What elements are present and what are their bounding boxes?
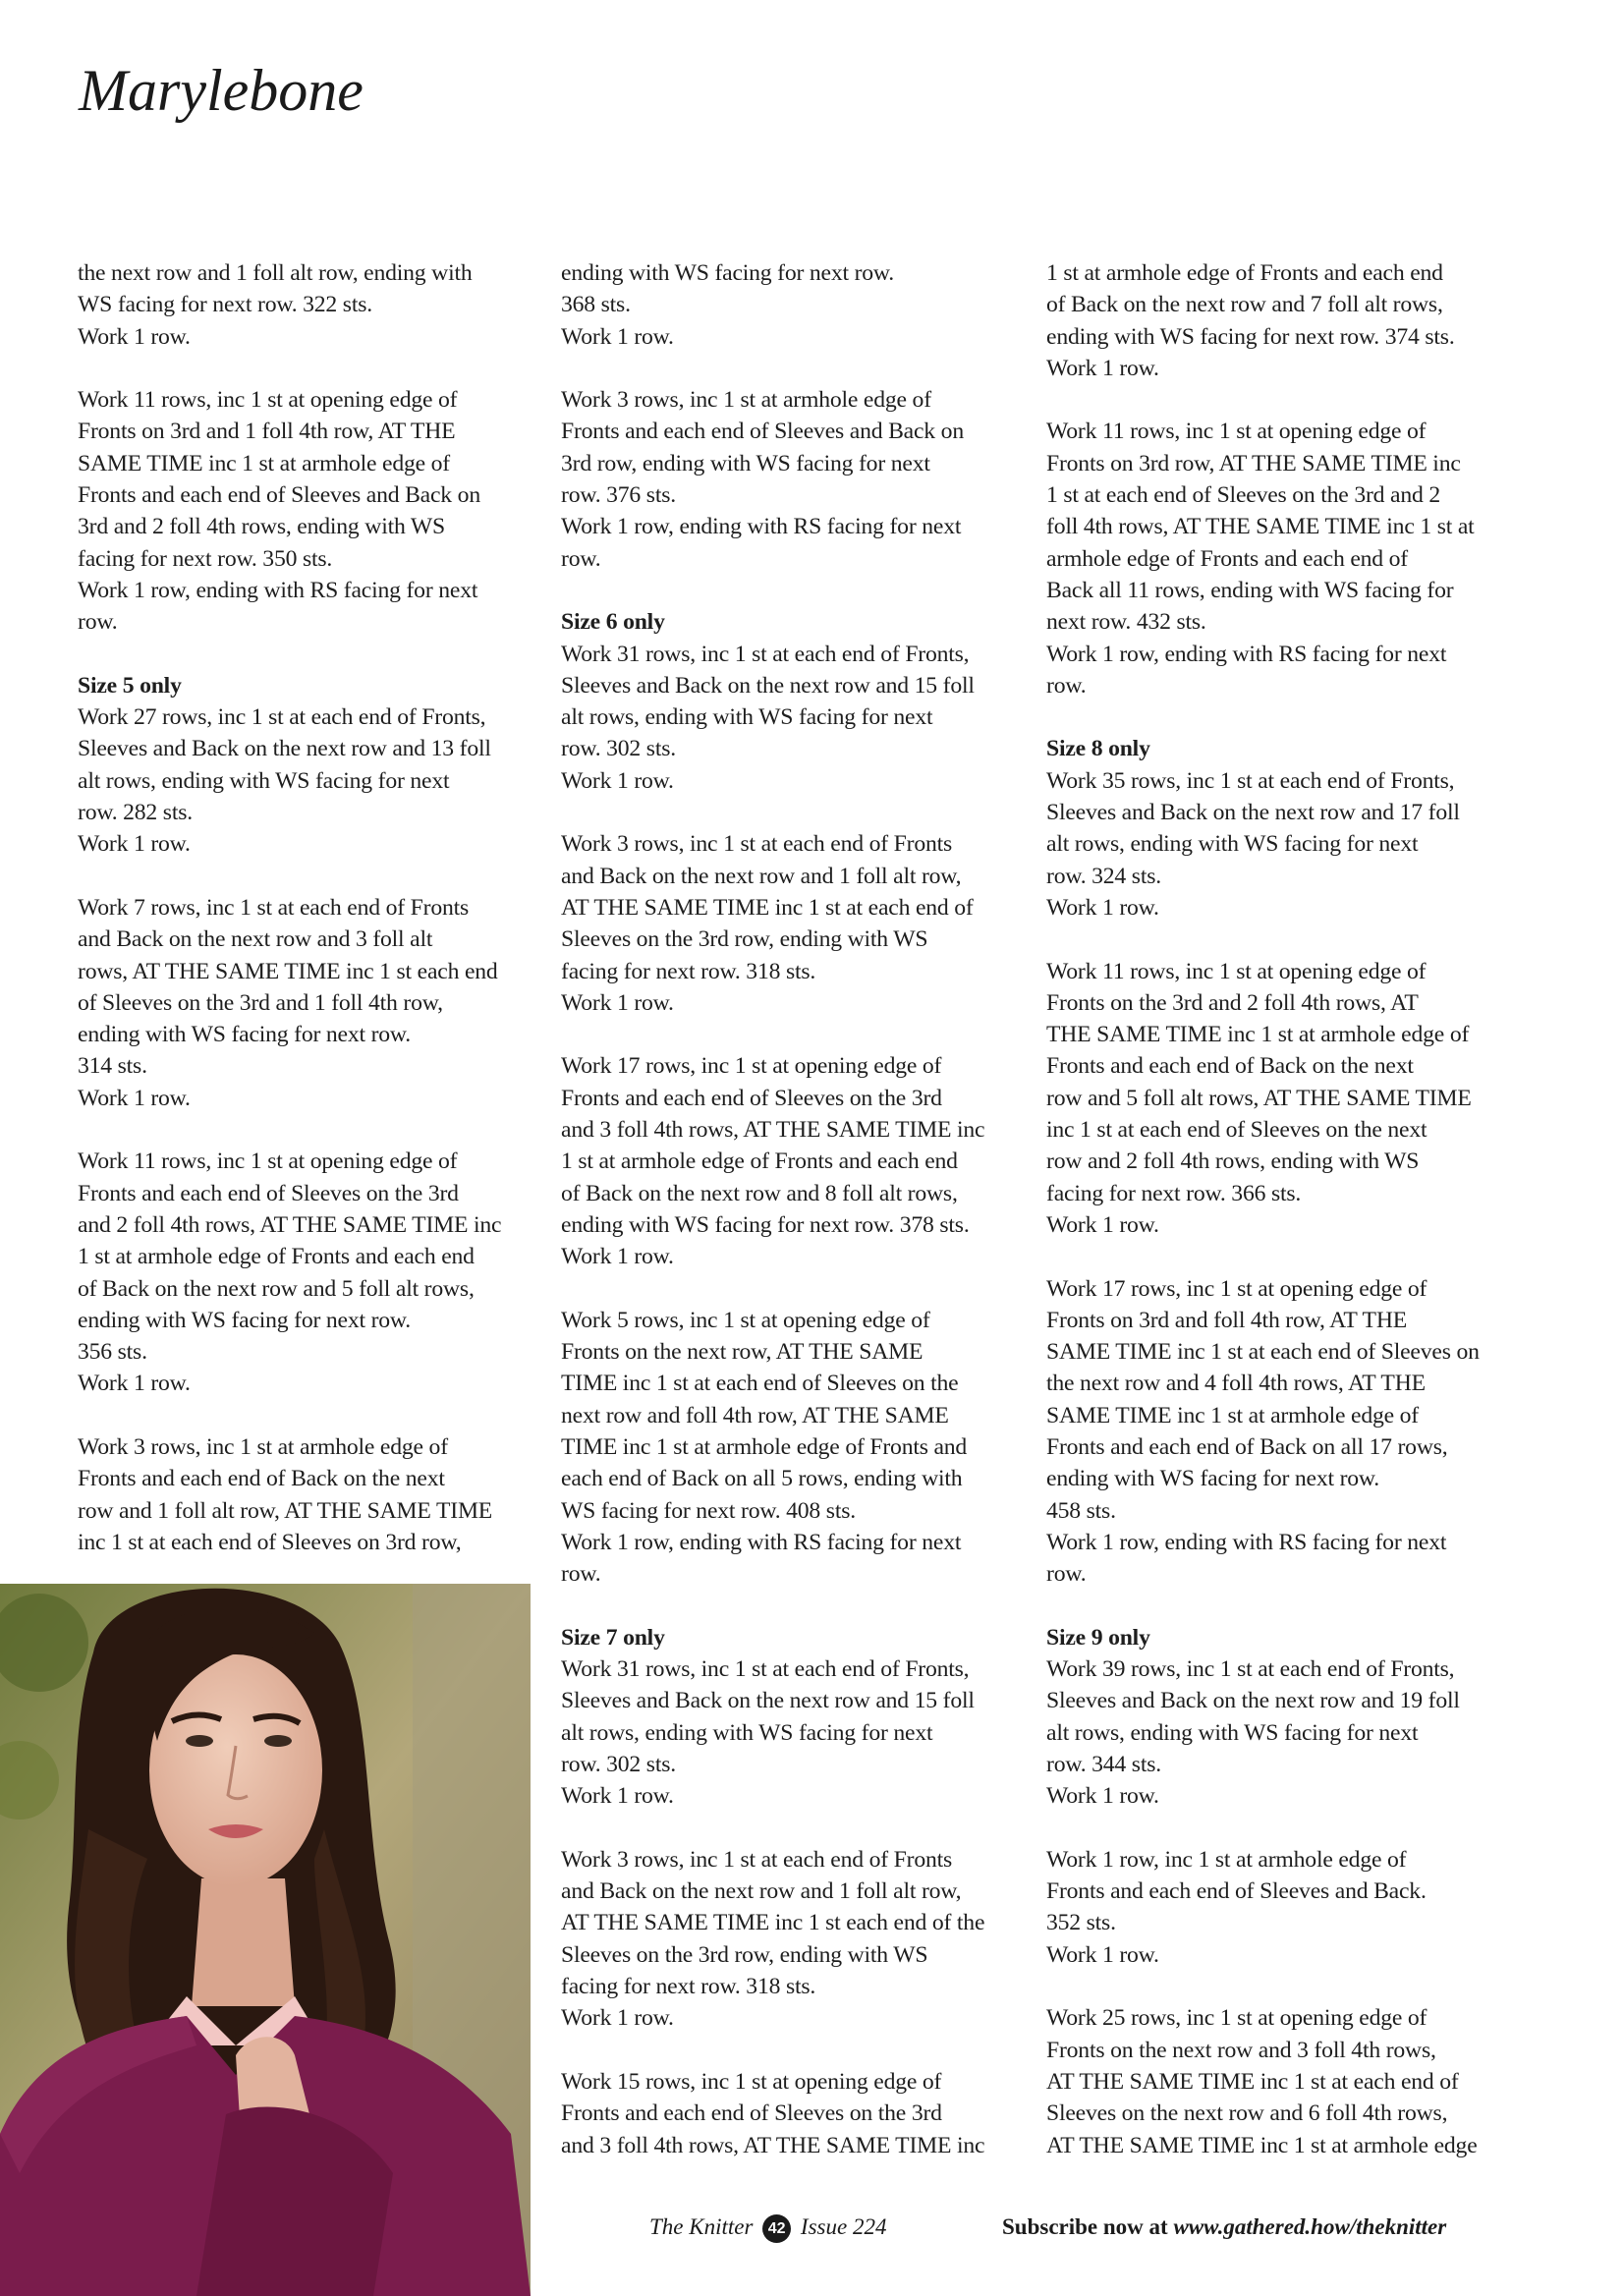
text-line: Work 3 rows, inc 1 st at armhole edge of [78,1433,448,1460]
text-line: row. [561,545,601,572]
text-line: AT THE SAME TIME inc 1 st each end of the [561,1910,985,1936]
subscribe-label: Subscribe now at [1002,2214,1168,2239]
text-line: Fronts and each end of Sleeves and Back on [561,419,964,445]
instruction-paragraph [78,1431,539,1558]
text-line: Work 11 rows, inc 1 st at opening edge of [1046,958,1427,984]
instruction-paragraph [1046,416,1508,701]
text-line: Work 1 row. [1046,894,1159,921]
instruction-paragraph [1046,257,1508,384]
text-line: Work 25 rows, inc 1 st at opening edge of [1046,2005,1427,2032]
text-line: alt rows, ending with WS facing for next [78,767,450,794]
text-line: Work 39 rows, inc 1 st at each end of Fronts, [1046,1656,1455,1683]
text-line: Work 1 row, ending with RS facing for next [561,514,962,540]
text-line: Work 1 row, ending with RS facing for next [561,1529,962,1555]
text-line: Work 3 rows, inc 1 st at each end of Fronts [561,831,953,858]
text-line: Work 5 rows, inc 1 st at opening edge of [561,1307,930,1333]
text-line: row and 5 foll alt rows, AT THE SAME TIME [1046,1085,1472,1111]
text-line: the next row and 1 foll alt row, ending with [78,260,473,286]
text-line: 314 sts. [78,1053,147,1080]
text-line: Work 1 row. [1046,1941,1159,1968]
text-line: Work 1 row. [78,323,191,350]
text-line: inc 1 st at each end of Sleeves on 3rd row, [78,1529,462,1555]
text-line: ending with WS facing for next row. [1046,1466,1380,1492]
text-line: of Back on the next row and 8 foll alt rows, [561,1180,958,1206]
text-line: Work 1 row. [561,1783,674,1810]
text-line: 1 st at armhole edge of Fronts and each end [78,1244,475,1270]
text-line: row and 2 foll 4th rows, ending with WS [1046,1148,1420,1175]
text-line: Work 3 rows, inc 1 st at each end of Fronts [561,1846,953,1873]
instruction-paragraph [561,1622,1023,1813]
text-line: Fronts and each end of Back on all 17 rows, [1046,1433,1448,1460]
text-line: Work 7 rows, inc 1 st at each end of Fronts [78,894,470,921]
instruction-paragraph [561,384,1023,575]
text-line: ending with WS facing for next row. [561,260,895,286]
text-line: row. [561,1561,601,1588]
text-line: Work 1 row. [561,767,674,794]
text-line: facing for next row. 318 sts. [561,1974,816,2000]
text-line: ending with WS facing for next row. [78,1307,412,1333]
size-heading: Size 5 only [78,672,182,699]
text-line: Work 1 row, ending with RS facing for next [78,577,478,603]
instruction-paragraph [561,257,1023,353]
text-line: and Back on the next row and 1 foll alt row, [561,1878,962,1905]
text-line: and 3 foll 4th rows, AT THE SAME TIME inc [561,1117,985,1144]
text-line: foll 4th rows, AT THE SAME TIME inc 1 st at [1046,514,1475,540]
text-line: Sleeves and Back on the next row and 19 foll [1046,1688,1460,1714]
text-line: AT THE SAME TIME inc 1 st at each end of [561,894,974,921]
text-column-1 [78,257,539,1590]
instruction-paragraph [1046,733,1508,924]
text-line: row. 344 sts. [1046,1751,1161,1777]
text-line: Work 1 row. [1046,1783,1159,1810]
text-line: TIME inc 1 st at each end of Sleeves on the [561,1371,959,1397]
instruction-paragraph [78,257,539,353]
text-line: and Back on the next row and 3 foll alt [78,926,433,953]
text-line: SAME TIME inc 1 st at armhole edge of [78,450,450,476]
text-line: row. 282 sts. [78,800,193,826]
text-line: 1 st at armhole edge of Fronts and each end [1046,260,1443,286]
text-line: row. 376 sts. [561,482,676,509]
text-line: row. [78,609,118,636]
magazine-name: The Knitter [649,2214,754,2239]
instruction-paragraph [561,1844,1023,2035]
text-line: alt rows, ending with WS facing for next [1046,1719,1419,1746]
text-line: AT THE SAME TIME inc 1 st at armhole edge [1046,2132,1478,2158]
instruction-paragraph [1046,2002,1508,2160]
text-line: Fronts on the next row and 3 foll 4th rows, [1046,2037,1436,2063]
text-line: TIME inc 1 st at armhole edge of Fronts and [561,1433,968,1460]
text-line: Fronts on 3rd and 1 foll 4th row, AT THE [78,419,456,445]
text-line: rows, AT THE SAME TIME inc 1 st each end [78,958,498,984]
text-line: Sleeves and Back on the next row and 13 foll [78,736,491,762]
text-line: 1 st at each end of Sleeves on the 3rd and 2 [1046,482,1441,509]
text-line: ending with WS facing for next row. [78,1022,412,1048]
instruction-paragraph [1046,1273,1508,1591]
text-line: Fronts and each end of Sleeves and Back on [78,482,480,509]
text-line: row. 302 sts. [561,736,676,762]
text-line: ending with WS facing for next row. 374 sts. [1046,323,1455,350]
subscribe-link[interactable]: www.gathered.how/theknitter [1173,2214,1447,2239]
text-line: and 3 foll 4th rows, AT THE SAME TIME inc [561,2132,985,2158]
text-line: Fronts and each end of Sleeves on the 3rd [561,1085,942,1111]
text-line: row. [1046,1561,1087,1588]
instruction-paragraph [1046,956,1508,1242]
text-line: 3rd row, ending with WS facing for next [561,450,930,476]
text-line: Sleeves and Back on the next row and 15 foll [561,1688,975,1714]
text-line: 352 sts. [1046,1910,1116,1936]
instruction-paragraph [78,892,539,1114]
text-line: SAME TIME inc 1 st at armhole edge of [1046,1402,1419,1428]
text-line: facing for next row. 366 sts. [1046,1180,1302,1206]
text-line: facing for next row. 350 sts. [78,545,333,572]
text-line: Work 1 row. [1046,355,1159,381]
page-title: Marylebone [79,58,364,123]
text-line: and 2 foll 4th rows, AT THE SAME TIME inc [78,1211,502,1238]
text-line: the next row and 4 foll 4th rows, AT THE [1046,1371,1426,1397]
instruction-paragraph [561,606,1023,797]
text-line: each end of Back on all 5 rows, ending with [561,1466,963,1492]
text-line: and Back on the next row and 1 foll alt row, [561,863,962,889]
text-line: armhole edge of Fronts and each end of [1046,545,1408,572]
text-line: Work 17 rows, inc 1 st at opening edge of [1046,1275,1427,1302]
text-line: row. 302 sts. [561,1751,676,1777]
text-line: Work 27 rows, inc 1 st at each end of Fronts, [78,704,486,731]
text-line: THE SAME TIME inc 1 st at armhole edge of [1046,1022,1470,1048]
text-line: Work 1 row. [561,989,674,1016]
text-line: Work 1 row, inc 1 st at armhole edge of [1046,1846,1407,1873]
footer-subscribe [1002,2214,1446,2248]
text-line: row. [1046,672,1087,699]
model-photo [0,1584,531,2296]
text-line: row. 324 sts. [1046,863,1161,889]
text-line: AT THE SAME TIME inc 1 st at each end of [1046,2068,1459,2095]
text-line: inc 1 st at each end of Sleeves on the next [1046,1117,1427,1144]
size-heading: Size 9 only [1046,1624,1150,1651]
text-line: Fronts and each end of Sleeves and Back. [1046,1878,1427,1905]
text-line: WS facing for next row. 322 sts. [78,292,372,318]
text-line: Work 11 rows, inc 1 st at opening edge of [78,387,458,414]
instruction-paragraph [561,828,1023,1019]
text-line: next row. 432 sts. [1046,609,1206,636]
text-line: row and 1 foll alt row, AT THE SAME TIME [78,1497,493,1524]
instruction-paragraph [1046,1844,1508,1971]
text-line: WS facing for next row. 408 sts. [561,1497,856,1524]
text-line: Sleeves on the 3rd row, ending with WS [561,926,928,953]
text-line: Work 3 rows, inc 1 st at armhole edge of [561,387,931,414]
text-line: 1 st at armhole edge of Fronts and each end [561,1148,958,1175]
text-line: Work 1 row. [1046,1211,1159,1238]
instruction-paragraph [78,384,539,638]
size-heading: Size 6 only [561,609,665,636]
text-line: of Back on the next row and 7 foll alt rows, [1046,292,1443,318]
text-line: Back all 11 rows, ending with WS facing for [1046,577,1454,603]
text-line: Work 31 rows, inc 1 st at each end of Fronts, [561,641,970,667]
text-line: Work 11 rows, inc 1 st at opening edge of [1046,419,1427,445]
text-line: 3rd and 2 foll 4th rows, ending with WS [78,514,446,540]
text-line: alt rows, ending with WS facing for next [1046,831,1419,858]
text-line: Fronts on the 3rd and 2 foll 4th rows, AT [1046,989,1419,1016]
text-line: next row and foll 4th row, AT THE SAME [561,1402,949,1428]
text-line: alt rows, ending with WS facing for next [561,704,933,731]
text-line: of Sleeves on the 3rd and 1 foll 4th row, [78,989,443,1016]
text-line: 458 sts. [1046,1497,1116,1524]
text-line: Work 1 row. [561,1244,674,1270]
issue-number: Issue 224 [800,2214,887,2239]
text-line: Fronts on 3rd row, AT THE SAME TIME inc [1046,450,1461,476]
text-line: Work 35 rows, inc 1 st at each end of Fronts, [1046,767,1455,794]
text-column-2 [561,257,1023,2193]
text-line: Work 1 row. [78,1371,191,1397]
instruction-paragraph [78,1146,539,1399]
size-heading: Size 8 only [1046,736,1150,762]
text-line: Work 15 rows, inc 1 st at opening edge of [561,2068,942,2095]
text-line: SAME TIME inc 1 st at each end of Sleeves on [1046,1339,1480,1366]
instruction-paragraph [561,1050,1023,1272]
text-line: alt rows, ending with WS facing for next [561,1719,933,1746]
text-line: Sleeves on the next row and 6 foll 4th rows, [1046,2100,1448,2127]
text-line: Fronts and each end of Back on the next [1046,1053,1414,1080]
text-line: Fronts and each end of Back on the next [78,1466,445,1492]
text-column-3 [1046,257,1508,2193]
text-line: Work 1 row. [78,1085,191,1111]
text-line: 368 sts. [561,292,631,318]
instruction-paragraph [561,1305,1023,1591]
text-line: facing for next row. 318 sts. [561,958,816,984]
instruction-paragraph [561,2066,1023,2161]
size-heading: Size 7 only [561,1624,665,1651]
page-number-badge: 42 [762,2214,791,2243]
text-line: of Back on the next row and 5 foll alt rows, [78,1275,475,1302]
text-line: ending with WS facing for next row. 378 sts. [561,1211,970,1238]
instruction-paragraph [78,670,539,861]
text-line: Sleeves on the 3rd row, ending with WS [561,1941,928,1968]
instruction-paragraph [1046,1622,1508,1813]
text-line: Work 1 row, ending with RS facing for next [1046,641,1447,667]
text-line: Fronts on the next row, AT THE SAME [561,1339,923,1366]
text-line: Work 1 row. [78,831,191,858]
text-line: Fronts and each end of Sleeves on the 3rd [561,2100,942,2127]
text-line: Work 1 row, ending with RS facing for next [1046,1529,1447,1555]
footer-magazine [649,2214,886,2248]
text-line: 356 sts. [78,1339,147,1366]
text-line: Work 1 row. [561,2005,674,2032]
text-line: Work 1 row. [561,323,674,350]
text-line: Fronts and each end of Sleeves on the 3rd [78,1180,459,1206]
text-line: Fronts on 3rd and foll 4th row, AT THE [1046,1307,1408,1333]
text-line: Work 11 rows, inc 1 st at opening edge of [78,1148,458,1175]
text-line: Sleeves and Back on the next row and 17 foll [1046,800,1460,826]
text-line: Sleeves and Back on the next row and 15 foll [561,672,975,699]
text-line: Work 31 rows, inc 1 st at each end of Fronts, [561,1656,970,1683]
text-line: Work 17 rows, inc 1 st at opening edge of [561,1053,942,1080]
